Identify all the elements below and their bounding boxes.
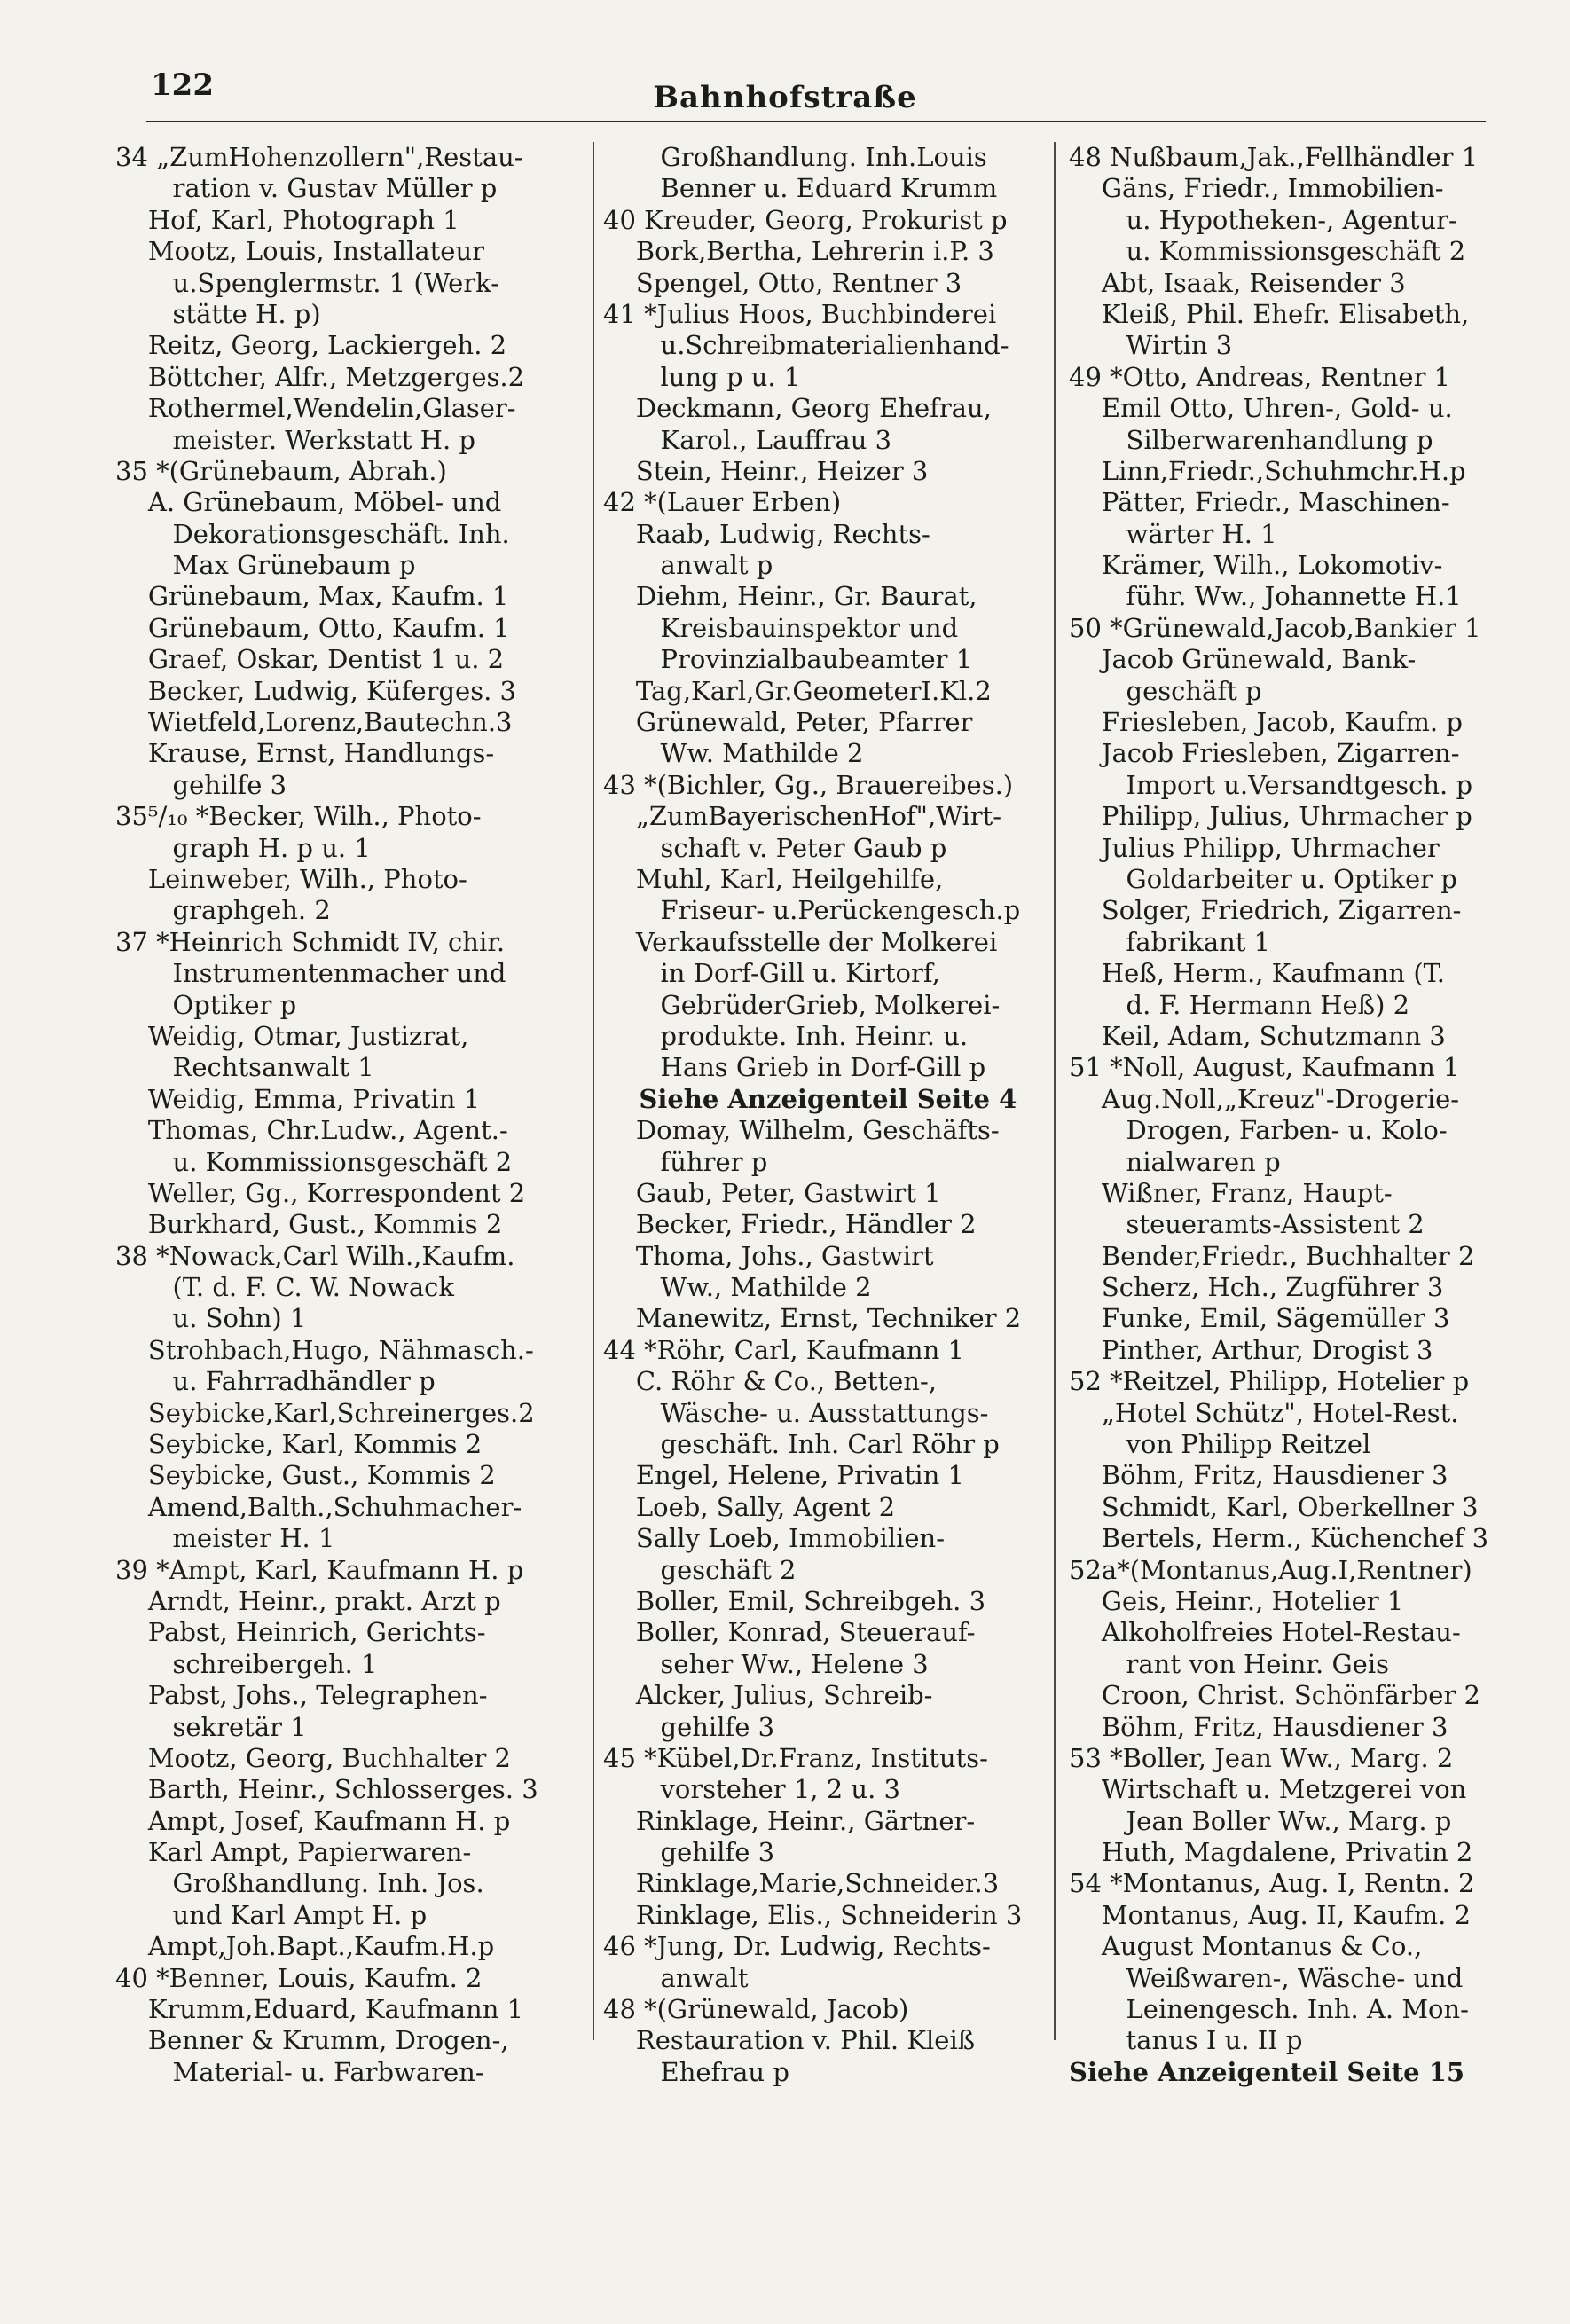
directory-line: Hans Grieb in Dorf-Gill p <box>603 1052 986 1083</box>
directory-line: meister H. 1 <box>115 1523 335 1554</box>
directory-line: u. Kommissionsgeschäft 2 <box>1069 236 1466 267</box>
directory-line: Wirtin 3 <box>1069 330 1233 361</box>
directory-column-1 <box>115 142 541 2088</box>
directory-line: Drogen, Farben- u. Kolo- <box>1069 1115 1448 1146</box>
directory-line: geschäft. Inh. Carl Röhr p <box>603 1429 1000 1460</box>
directory-line: 35 *(Grünebaum, Abrah.) <box>115 455 447 486</box>
directory-line: Rechtsanwalt 1 <box>115 1052 374 1083</box>
directory-line: Huth, Magdalene, Privatin 2 <box>1069 1837 1473 1868</box>
directory-line: Sally Loeb, Immobilien- <box>603 1523 946 1554</box>
directory-line: d. F. Hermann Heß) 2 <box>1069 989 1410 1020</box>
directory-line: Funke, Emil, Sägemüller 3 <box>1069 1303 1450 1334</box>
directory-line: Tag,Karl,Gr.GeometerI.Kl.2 <box>603 675 992 706</box>
directory-line: Gäns, Friedr., Immobilien- <box>1069 173 1444 204</box>
directory-line: gehilfe 3 <box>115 769 287 800</box>
directory-line: 52 *Reitzel, Philipp, Hotelier p <box>1069 1366 1470 1397</box>
directory-line: Boller, Emil, Schreibgeh. 3 <box>603 1585 986 1616</box>
directory-line: und Karl Ampt H. p <box>115 1899 428 1930</box>
directory-line: gehilfe 3 <box>603 1711 775 1742</box>
directory-line: Ampt,Joh.Bapt.,Kaufm.H.p <box>115 1931 495 1962</box>
directory-line: Kleiß, Phil. Ehefr. Elisabeth, <box>1069 298 1470 329</box>
directory-line: Pätter, Friedr., Maschinen- <box>1069 487 1450 518</box>
directory-line: u. Sohn) 1 <box>115 1303 307 1334</box>
directory-line: Boller, Konrad, Steuerauf- <box>603 1617 976 1648</box>
directory-line: Engel, Helene, Privatin 1 <box>603 1460 964 1491</box>
directory-line: Hof, Karl, Photograph 1 <box>115 204 459 235</box>
directory-line: 45 *Kübel,Dr.Franz, Instituts- <box>603 1742 988 1773</box>
directory-line: Wietfeld,Lorenz,Bautechn.3 <box>115 707 513 738</box>
directory-line: Strohbach,Hugo, Nähmasch.- <box>115 1334 534 1365</box>
directory-line: Solger, Friedrich, Zigarren- <box>1069 895 1462 926</box>
directory-line: Pinther, Arthur, Drogist 3 <box>1069 1334 1433 1365</box>
directory-line: produkte. Inh. Heinr. u. <box>603 1020 969 1051</box>
directory-line: Alcker, Julius, Schreib- <box>603 1680 933 1711</box>
directory-line: Pabst, Johs., Telegraphen- <box>115 1680 488 1711</box>
directory-line: Krause, Ernst, Handlungs- <box>115 738 495 769</box>
directory-line: Kreisbauinspektor und <box>603 612 959 643</box>
directory-line: Weißwaren-, Wäsche- und <box>1069 1962 1464 1993</box>
directory-line: seher Ww., Helene 3 <box>603 1648 929 1679</box>
directory-line: Rinklage, Heinr., Gärtner- <box>603 1805 976 1836</box>
directory-line: Krumm,Eduard, Kaufmann 1 <box>115 1994 524 2025</box>
directory-line: Optiker p <box>115 989 297 1020</box>
directory-line: Seybicke,Karl,Schreinerges.2 <box>115 1397 535 1428</box>
directory-line: Heß, Herm., Kaufmann (T. <box>1069 958 1445 989</box>
directory-line: Böhm, Fritz, Hausdiener 3 <box>1069 1711 1448 1742</box>
directory-line: Becker, Ludwig, Küferges. 3 <box>115 675 516 706</box>
directory-line: 42 *(Lauer Erben) <box>603 487 842 518</box>
directory-line: Bork,Bertha, Lehrerin i.P. 3 <box>603 236 994 267</box>
directory-line: lung p u. 1 <box>603 361 801 392</box>
directory-line: u. Fahrradhändler p <box>115 1366 436 1397</box>
directory-line: u. Kommissionsgeschäft 2 <box>115 1146 513 1177</box>
directory-line: u.Schreibmaterialienhand- <box>603 330 1009 361</box>
directory-line: Reitz, Georg, Lackiergeh. 2 <box>115 330 507 361</box>
column-divider <box>593 142 594 2040</box>
page-number: 122 <box>151 67 214 103</box>
directory-line: Loeb, Sally, Agent 2 <box>603 1491 896 1522</box>
directory-line: graphgeh. 2 <box>115 895 331 926</box>
directory-line: Siehe Anzeigenteil Seite 4 <box>603 1083 1017 1114</box>
directory-line: Benner u. Eduard Krumm <box>603 173 998 204</box>
directory-line: 51 *Noll, August, Kaufmann 1 <box>1069 1052 1460 1083</box>
directory-line: 54 *Montanus, Aug. I, Rentn. 2 <box>1069 1868 1475 1899</box>
directory-line: schaft v. Peter Gaub p <box>603 832 947 863</box>
directory-line: anwalt p <box>603 550 773 581</box>
directory-line: Thomas, Chr.Ludw., Agent.- <box>115 1115 508 1146</box>
directory-line: Scherz, Hch., Zugführer 3 <box>1069 1272 1444 1303</box>
directory-line: Friesleben, Jacob, Kaufm. p <box>1069 707 1463 738</box>
directory-line: Ehefrau p <box>603 2056 789 2087</box>
directory-line: u.Spenglermstr. 1 (Werk- <box>115 267 500 298</box>
directory-line: 37 *Heinrich Schmidt IV, chir. <box>115 926 506 957</box>
directory-line: Mootz, Louis, Installateur <box>115 236 484 267</box>
header-rule <box>146 121 1486 122</box>
directory-line: rant von Heinr. Geis <box>1069 1648 1389 1679</box>
directory-line: anwalt <box>603 1962 749 1993</box>
directory-line: Böttcher, Alfr., Metzgerges.2 <box>115 361 525 392</box>
directory-line: fabrikant 1 <box>1069 926 1271 957</box>
directory-line: Graef, Oskar, Dentist 1 u. 2 <box>115 644 505 675</box>
directory-line: Jacob Grünewald, Bank- <box>1069 644 1417 675</box>
directory-line: wärter H. 1 <box>1069 518 1277 549</box>
directory-line: Becker, Friedr., Händler 2 <box>603 1209 977 1240</box>
directory-column-3 <box>1069 142 1495 2088</box>
directory-line: Benner & Krumm, Drogen-, <box>115 2025 509 2056</box>
directory-line: stätte H. p) <box>115 298 321 329</box>
directory-line: Karol., Lauffrau 3 <box>603 424 892 455</box>
directory-line: Domay, Wilhelm, Geschäfts- <box>603 1115 1000 1146</box>
directory-line: 50 *Grünewald,Jacob,Bankier 1 <box>1069 612 1481 643</box>
directory-line: Großhandlung. Inh.Louis <box>603 142 987 172</box>
directory-line: Grünewald, Peter, Pfarrer <box>603 707 973 738</box>
directory-line: Philipp, Julius, Uhrmacher p <box>1069 801 1472 832</box>
directory-line: Emil Otto, Uhren-, Gold- u. <box>1069 393 1453 424</box>
directory-line: 49 *Otto, Andreas, Rentner 1 <box>1069 361 1451 392</box>
directory-line: Provinzialbaubeamter 1 <box>603 644 973 675</box>
directory-line: Ww. Mathilde 2 <box>603 738 864 769</box>
directory-line: 53 *Boller, Jean Ww., Marg. 2 <box>1069 1742 1454 1773</box>
directory-line: Jean Boller Ww., Marg. p <box>1069 1805 1452 1836</box>
directory-line: nialwaren p <box>1069 1146 1281 1177</box>
directory-line: Alkoholfreies Hotel-Restau- <box>1069 1617 1461 1648</box>
directory-line: Bender,Friedr., Buchhalter 2 <box>1069 1240 1475 1271</box>
directory-line: (T. d. F. C. W. Nowack <box>115 1272 454 1303</box>
directory-line: Siehe Anzeigenteil Seite 15 <box>1069 2056 1465 2087</box>
directory-line: Croon, Christ. Schönfärber 2 <box>1069 1680 1480 1711</box>
directory-line: Arndt, Heinr., prakt. Arzt p <box>115 1585 501 1616</box>
directory-line: Ww., Mathilde 2 <box>603 1272 872 1303</box>
directory-line: Gaub, Peter, Gastwirt 1 <box>603 1177 941 1208</box>
directory-line: Seybicke, Gust., Kommis 2 <box>115 1460 496 1491</box>
directory-line: Aug.Noll,„Kreuz"-Drogerie- <box>1069 1083 1460 1114</box>
directory-line: Geis, Heinr., Hotelier 1 <box>1069 1585 1404 1616</box>
directory-line: Silberwarenhandlung p <box>1069 424 1433 455</box>
directory-line: Leinweber, Wilh., Photo- <box>115 863 467 894</box>
directory-line: A. Grünebaum, Möbel- und <box>115 487 502 518</box>
directory-line: Deckmann, Georg Ehefrau, <box>603 393 992 424</box>
directory-line: führ. Ww., Johannette H.1 <box>1069 581 1462 612</box>
directory-line: Diehm, Heinr., Gr. Baurat, <box>603 581 977 612</box>
directory-line: Schmidt, Karl, Oberkellner 3 <box>1069 1491 1479 1522</box>
directory-line: Thoma, Johs., Gastwirt <box>603 1240 934 1271</box>
directory-line: Stein, Heinr., Heizer 3 <box>603 455 929 486</box>
directory-line: Weidig, Otmar, Justizrat, <box>115 1020 469 1051</box>
directory-line: Rinklage,Marie,Schneider.3 <box>603 1868 1000 1899</box>
directory-line: Amend,Balth.,Schuhmacher- <box>115 1491 522 1522</box>
directory-line: Goldarbeiter u. Optiker p <box>1069 863 1457 894</box>
directory-line: 41 *Julius Hoos, Buchbinderei <box>603 298 997 329</box>
directory-line: Mootz, Georg, Buchhalter 2 <box>115 1742 512 1773</box>
directory-line: geschäft 2 <box>603 1554 797 1585</box>
directory-line: 48 Nußbaum,Jak.,Fellhändler 1 <box>1069 142 1479 172</box>
directory-line: „Hotel Schütz", Hotel-Rest. <box>1069 1397 1459 1428</box>
directory-line: Rothermel,Wendelin,Glaser- <box>115 393 516 424</box>
directory-line: meister. Werkstatt H. p <box>115 424 475 455</box>
directory-line: 40 *Benner, Louis, Kaufm. 2 <box>115 1962 483 1993</box>
directory-line: Wißner, Franz, Haupt- <box>1069 1177 1393 1208</box>
directory-line: Verkaufsstelle der Molkerei <box>603 926 998 957</box>
directory-line: C. Röhr & Co., Betten-, <box>603 1366 937 1397</box>
directory-line: Ampt, Josef, Kaufmann H. p <box>115 1805 511 1836</box>
directory-line: Großhandlung. Inh. Jos. <box>115 1868 484 1899</box>
directory-line: sekretär 1 <box>115 1711 307 1742</box>
directory-line: August Montanus & Co., <box>1069 1931 1423 1962</box>
directory-line: Instrumentenmacher und <box>115 958 506 989</box>
directory-line: „ZumBayerischenHof",Wirt- <box>603 801 1002 832</box>
directory-line: Barth, Heinr., Schlosserges. 3 <box>115 1774 538 1805</box>
directory-line: geschäft p <box>1069 675 1262 706</box>
directory-line: steueramts-Assistent 2 <box>1069 1209 1425 1240</box>
directory-line: Dekorationsgeschäft. Inh. <box>115 518 510 549</box>
directory-line: Montanus, Aug. II, Kaufm. 2 <box>1069 1899 1472 1930</box>
directory-line: 52a*(Montanus,Aug.I,Rentner) <box>1069 1554 1472 1585</box>
directory-line: 43 *(Bichler, Gg., Brauereibes.) <box>603 769 1014 800</box>
directory-line: 38 *Nowack,Carl Wilh.,Kaufm. <box>115 1240 515 1271</box>
directory-line: Bertels, Herm., Küchenchef 3 <box>1069 1523 1489 1554</box>
directory-line: graph H. p u. 1 <box>115 832 371 863</box>
directory-line: Linn,Friedr.,Schuhmchr.H.p <box>1069 455 1466 486</box>
directory-line: Wirtschaft u. Metzgerei von <box>1069 1774 1467 1805</box>
directory-line: Spengel, Otto, Rentner 3 <box>603 267 962 298</box>
directory-line: Material- u. Farbwaren- <box>115 2056 484 2087</box>
directory-line: Max Grünebaum p <box>115 550 416 581</box>
directory-line: Restauration v. Phil. Kleiß <box>603 2025 976 2056</box>
directory-line: Muhl, Karl, Heilgehilfe, <box>603 863 944 894</box>
directory-line: Leinengesch. Inh. A. Mon- <box>1069 1994 1469 2025</box>
directory-line: schreibergeh. 1 <box>115 1648 378 1679</box>
directory-line: Karl Ampt, Papierwaren- <box>115 1837 472 1868</box>
directory-line: 48 *(Grünewald, Jacob) <box>603 1994 909 2025</box>
directory-line: Seybicke, Karl, Kommis 2 <box>115 1429 483 1460</box>
directory-line: Jacob Friesleben, Zigarren- <box>1069 738 1460 769</box>
directory-line: 44 *Röhr, Carl, Kaufmann 1 <box>603 1334 964 1365</box>
directory-line: Krämer, Wilh., Lokomotiv- <box>1069 550 1443 581</box>
directory-line: 46 *Jung, Dr. Ludwig, Rechts- <box>603 1931 991 1962</box>
directory-line: in Dorf-Gill u. Kirtorf, <box>603 958 940 989</box>
directory-line: 34 „ZumHohenzollern",Restau- <box>115 142 523 172</box>
directory-line: tanus I u. II p <box>1069 2025 1303 2056</box>
directory-line: Burkhard, Gust., Kommis 2 <box>115 1209 503 1240</box>
page-title: Bahnhofstraße <box>653 80 917 115</box>
directory-line: Friseur- u.Perückengesch.p <box>603 895 1021 926</box>
directory-line: u. Hypotheken-, Agentur- <box>1069 204 1457 235</box>
directory-line: Julius Philipp, Uhrmacher <box>1069 832 1440 863</box>
directory-line: 40 Kreuder, Georg, Prokurist p <box>603 204 1008 235</box>
directory-line: vorsteher 1, 2 u. 3 <box>603 1774 900 1805</box>
directory-line: Grünebaum, Otto, Kaufm. 1 <box>115 612 510 643</box>
directory-line: Wäsche- u. Ausstattungs- <box>603 1397 989 1428</box>
directory-line: Weidig, Emma, Privatin 1 <box>115 1083 481 1114</box>
directory-line: Keil, Adam, Schutzmann 3 <box>1069 1020 1446 1051</box>
directory-line: Import u.Versandtgesch. p <box>1069 769 1473 800</box>
directory-column-2 <box>603 142 1029 2088</box>
directory-line: 39 *Ampt, Karl, Kaufmann H. p <box>115 1554 524 1585</box>
directory-line: Raab, Ludwig, Rechts- <box>603 518 930 549</box>
directory-line: Grünebaum, Max, Kaufm. 1 <box>115 581 509 612</box>
directory-line: Pabst, Heinrich, Gerichts- <box>115 1617 486 1648</box>
directory-line: von Philipp Reitzel <box>1069 1429 1371 1460</box>
directory-line: Abt, Isaak, Reisender 3 <box>1069 267 1406 298</box>
directory-line: GebrüderGrieb, Molkerei- <box>603 989 1001 1020</box>
directory-line: Böhm, Fritz, Hausdiener 3 <box>1069 1460 1448 1491</box>
directory-line: führer p <box>603 1146 768 1177</box>
directory-line: gehilfe 3 <box>603 1837 775 1868</box>
directory-line: Rinklage, Elis., Schneiderin 3 <box>603 1899 1023 1930</box>
column-divider <box>1054 142 1056 2040</box>
directory-line: Manewitz, Ernst, Techniker 2 <box>603 1303 1022 1334</box>
directory-line: Weller, Gg., Korrespondent 2 <box>115 1177 526 1208</box>
directory-line: ration v. Gustav Müller p <box>115 173 498 204</box>
directory-line: 35⁵/₁₀ *Becker, Wilh., Photo- <box>115 801 482 832</box>
